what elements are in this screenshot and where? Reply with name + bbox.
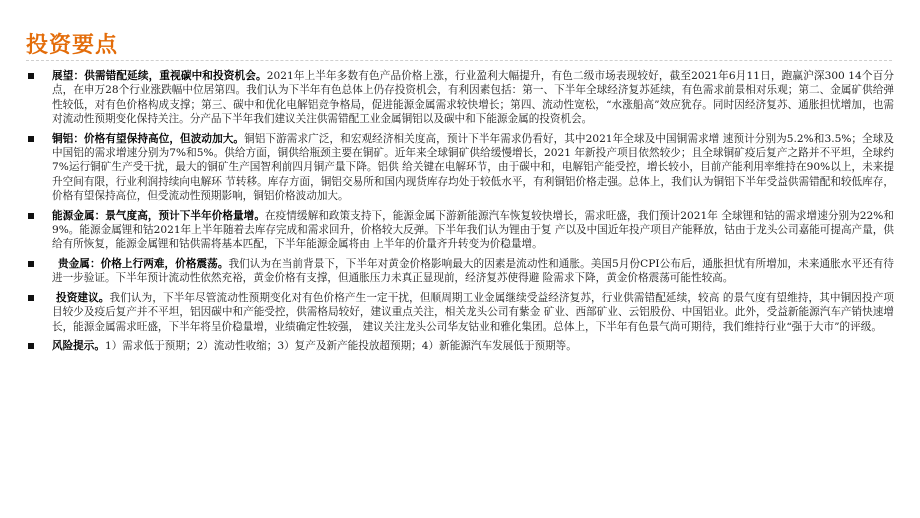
list-item-risk-warning [24,339,894,353]
investment-advice-text: 我们认为，下半年尽管流动性预期变化对有色价格产生一定干扰，但顺周期工业金属继续受益经济复苏，行业供需错配延续，较高 的景气度有望维持，其中铜因投产项目较少及疫后复产并不平坦，铝因碳中和产能受控，供需格局较好，建议重点关注，相关龙头公司有紫金 矿业、西部矿业、云铝股份、中国铝业。此外，受益新能源汽车产销快速增长，能源金属需求旺盛，下半年将呈价稳量增，业绩确定性较强， 建议关注龙头公司华友钴业和雅化集团。总体上，下半年有色景气尚可期待，我们维持行业“强于大市”的评级。 [52,291,894,333]
square-bullet-icon [28,136,34,142]
risk-warning-text: 1）需求低于预期；2）流动性收缩；3）复产及新产能投放超预期；4）新能源汽车发展低于预期等。 [104,339,577,352]
key-points-list [24,69,894,358]
page-title: 投资要点 [26,33,119,58]
copper-aluminum-heading: 铜铝：价格有望保持高位，但波动加大。 [52,132,245,145]
energy-metals-text: 在疫情缓解和政策支持下，能源金属下游新能源汽车恢复较快增长，需求旺盛，我们预计2021年 全球锂和钴的需求增速分别为22%和9%。能源金属锂和钴2021年上半年随着去库存完成和需求回升，价格较大反弹。下半年我们认为锂由于复 产以及中国近年投产项目产能释放，钴由于龙头公司嘉能可提高产量，供给有所恢复，能源金属锂和钴供需将基本匹配，下半年能源金属将由 上半年的价量齐升转变为价稳量增。 [52,209,895,251]
list-item-precious-metals [24,257,894,286]
risk-warning-heading: 风险提示。 [52,339,105,352]
title-divider [26,60,892,61]
list-item-outlook [24,69,894,127]
square-bullet-icon [28,295,34,301]
precious-metals-heading: 贵金属：价格上行两难，价格震荡。 [58,257,229,270]
square-bullet-icon [28,343,34,349]
precious-metals-text: 我们认为在当前背景下，下半年对黄金价格影响最大的因素是流动性和通胀。美国5月份CPI公布后，通胀担忧有所增加，未来通胀水平还有待进一步验证。下半年预计流动性依然充裕，黄金价格有支撑，但通胀压力未真正显现前，经济复苏使得避 险需求下降，黄金价格震荡可能性较高。 [52,257,895,285]
investment-advice-heading: 投资建议。 [56,291,110,304]
list-item-investment-advice [24,291,894,334]
list-item-energy-metals [24,209,894,252]
square-bullet-icon [28,261,34,267]
square-bullet-icon [28,213,34,219]
outlook-heading: 展望：供需错配延续，重视碳中和投资机会。 [52,70,267,82]
square-bullet-icon [28,73,34,79]
outlook-text: 2021年上半年多数有色产品价格上涨，行业盈利大幅提升，有色二级市场表现较好，截至2021年6月11日，跑赢沪深300 14个百分点，在申万28个行业涨跌幅中位居第四。我们认为下半年有色总体上仍存投资机会，有利因素包括：第一、下半年全球经济复苏延续，有色需求前景相对乐观；第二、金属矿供给弹性较低，对有色价格构成支撑；第三、碳中和优化电解铝竞争格局，促进能源金属需求较快增长；第四、流动性宽松，“水涨船高”效应犹存。同时因经济复苏、通胀担忧增加，也需对流动性预期变化保持关注。分产品下半年我们建议关注供需错配工业金属铜铝以及碳中和下能源金属的投资机会。 [52,70,894,126]
copper-aluminum-text: 铜铝下游需求广泛，和宏观经济相关度高，预计下半年需求仍看好，其中2021年全球及中国铜需求增 速预计分别为5.2%和3.5%；全球及中国铝的需求增速分别为7%和5%。供给方面，铜供给瓶颈主要在铜矿。近年来全球铜矿供给缓慢增长，2021 年新投产项目依然较少；且全球铜矿疫后复产之路并不平坦，全球约7%运行铜矿生产受干扰，最大的铜矿生产国智利前四月铜产量下降。铝供 给关键在电解环节，由于碳中和，电解铝产能受控，增长较小，目前产能利用率维持在90%以上，未来提升空间有限，行业利润持续向电解环 节转移。库存方面，铜铝交易所和国内现货库存均处于较低水平，有利铜铝价格走强。总体上，我们认为铜铝下半年受益供需错配和较低库存， 价格有望保持高位，但受流动性预期影响，铜铝价格波动加大。 [52,132,894,203]
list-item-copper-aluminum [24,132,894,204]
energy-metals-heading: 能源金属：景气度高，预计下半年价格量增。 [52,209,265,222]
